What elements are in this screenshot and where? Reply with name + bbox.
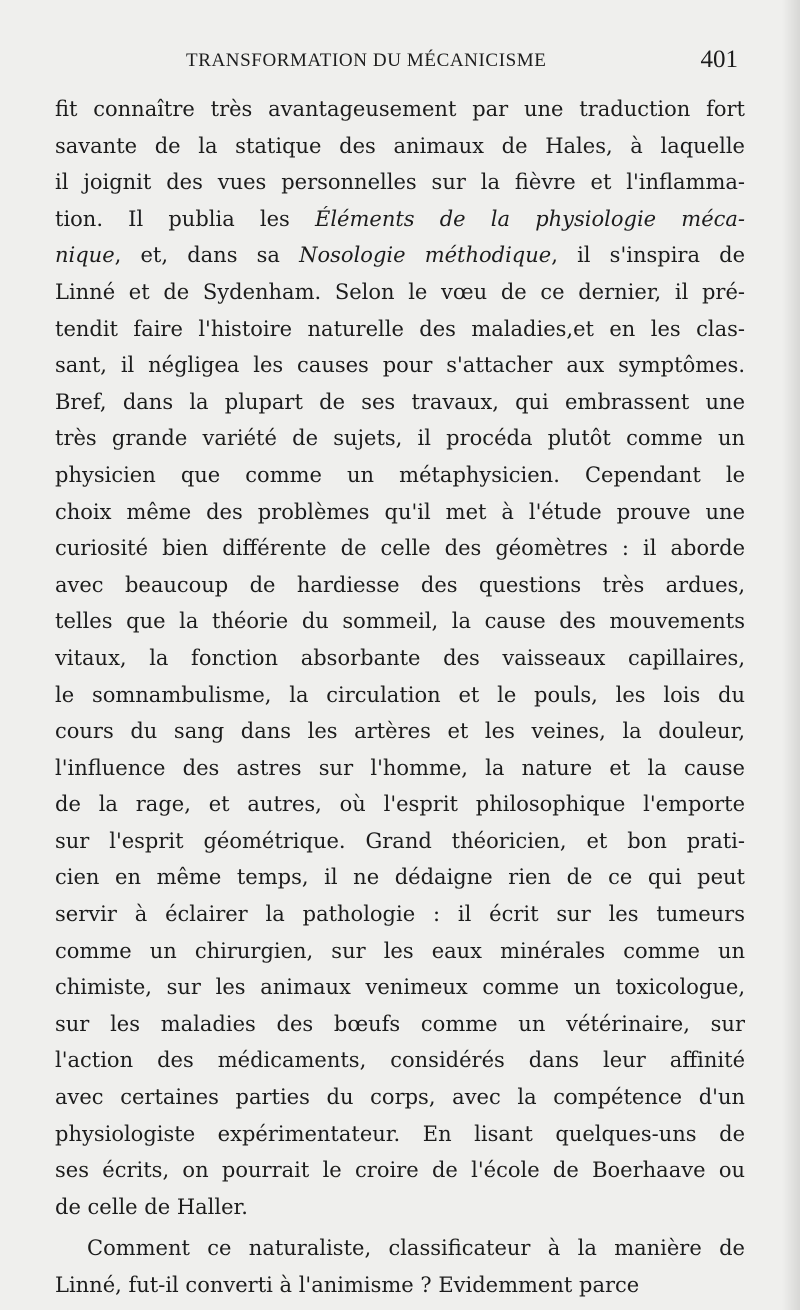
text-line — [55, 311, 745, 348]
text-run: sant, il négligea les causes pour s'attacher aux symptômes. — [55, 353, 745, 378]
text-line — [55, 530, 745, 567]
text-run: Comment ce naturaliste, classificateur à la manière de — [87, 1236, 745, 1261]
text-run: , il s'inspira de — [551, 243, 745, 268]
text-line — [55, 677, 745, 714]
text-run: il joignit des vues personnelles sur la fièvre et l'inflamma- — [55, 170, 745, 195]
text-run: avec certaines parties du corps, avec la compétence d'un — [55, 1085, 745, 1110]
italic-title: nique — [55, 243, 115, 268]
text-line — [55, 91, 745, 128]
text-run: l'action des médicaments, considérés dans leur affinité — [55, 1048, 745, 1073]
text-run: de celle de Haller. — [55, 1194, 248, 1219]
text-run: l'influence des astres sur l'homme, la nature et la cause — [55, 755, 745, 780]
text-line — [55, 494, 745, 531]
text-run: le somnambulisme, la circulation et le pouls, les lois du — [55, 682, 745, 707]
text-line — [55, 1152, 745, 1189]
page-header — [60, 47, 746, 77]
text-run: Bref, dans la plupart de ses travaux, qui embrassent une — [55, 389, 745, 414]
text-line — [55, 603, 745, 640]
text-line — [55, 201, 745, 238]
text-line — [55, 896, 745, 933]
text-run: de la rage, et autres, où l'esprit philosophique l'emporte — [55, 792, 745, 817]
page-number: 401 — [700, 46, 738, 73]
text-line — [55, 274, 745, 311]
text-run: , et, dans sa — [114, 243, 300, 268]
text-line — [55, 384, 745, 421]
page-edge-shadow — [782, 0, 800, 1310]
text-run: Linné et de Sydenham. Selon le vœu de ce dernier, il pré- — [55, 279, 745, 304]
text-run: sur l'esprit géométrique. Grand théoricien, et bon prati- — [55, 828, 745, 853]
paragraph — [55, 1230, 745, 1303]
text-line — [55, 1042, 745, 1079]
text-line — [55, 1116, 745, 1153]
text-run: très grande variété de sujets, il procéda plutôt comme un — [55, 426, 745, 451]
text-line — [55, 1079, 745, 1116]
text-run: cien en même temps, il ne dédaigne rien de ce qui peut — [55, 865, 745, 890]
text-line — [55, 1230, 745, 1267]
text-line — [55, 859, 745, 896]
text-line — [55, 786, 745, 823]
text-run: tion. Il publia les — [55, 206, 315, 231]
text-line — [55, 347, 745, 384]
text-run: savante de la statique des animaux de Hales, à laquelle — [55, 133, 745, 158]
text-run: sur les maladies des bœufs comme un vétérinaire, sur — [55, 1011, 745, 1036]
text-run: Linné, fut-il converti à l'animisme ? Evidemment parce — [55, 1273, 640, 1297]
body-text — [55, 91, 745, 1304]
text-line — [55, 933, 745, 970]
running-title: TRANSFORMATION DU MÉCANICISME — [186, 50, 547, 71]
text-line — [55, 1189, 745, 1226]
text-line — [55, 1267, 745, 1304]
text-run: servir à éclairer la pathologie : il écrit sur les tumeurs — [55, 902, 745, 927]
text-line — [55, 1006, 745, 1043]
text-line — [55, 713, 745, 750]
text-line — [55, 750, 745, 787]
text-line — [55, 640, 745, 677]
text-run: physicien que comme un métaphysicien. Cependant le — [55, 462, 745, 487]
text-line — [55, 969, 745, 1006]
text-line — [55, 237, 745, 274]
text-line — [55, 128, 745, 165]
text-run: vitaux, la fonction absorbante des vaisseaux capillaires, — [55, 645, 745, 670]
text-run: fit connaître très avantageusement par une traduction fort — [55, 97, 745, 121]
text-line — [55, 420, 745, 457]
text-run: telles que la théorie du sommeil, la cause des mouvements — [55, 609, 745, 634]
italic-title: Éléments de la physiologie méca- — [315, 206, 745, 231]
text-line — [55, 457, 745, 494]
text-run: choix même des problèmes qu'il met à l'étude prouve une — [55, 499, 745, 524]
text-run: tendit faire l'histoire naturelle des maladies,et en les clas- — [55, 316, 745, 341]
text-run: comme un chirurgien, sur les eaux minérales comme un — [55, 938, 745, 963]
text-line — [55, 567, 745, 604]
text-line — [55, 164, 745, 201]
text-run: cours du sang dans les artères et les veines, la douleur, — [55, 719, 745, 744]
text-run: curiosité bien différente de celle des géomètres : il aborde — [55, 536, 745, 561]
text-run: chimiste, sur les animaux venimeux comme un toxicologue, — [55, 975, 745, 1000]
paragraph — [55, 91, 745, 1225]
text-line — [55, 823, 745, 860]
text-run: ses écrits, on pourrait le croire de l'école de Boerhaave ou — [55, 1158, 745, 1183]
italic-title: Nosologie méthodique — [299, 243, 552, 268]
text-run: physiologiste expérimentateur. En lisant quelques-uns de — [55, 1121, 745, 1146]
text-run: avec beaucoup de hardiesse des questions très ardues, — [55, 572, 745, 597]
